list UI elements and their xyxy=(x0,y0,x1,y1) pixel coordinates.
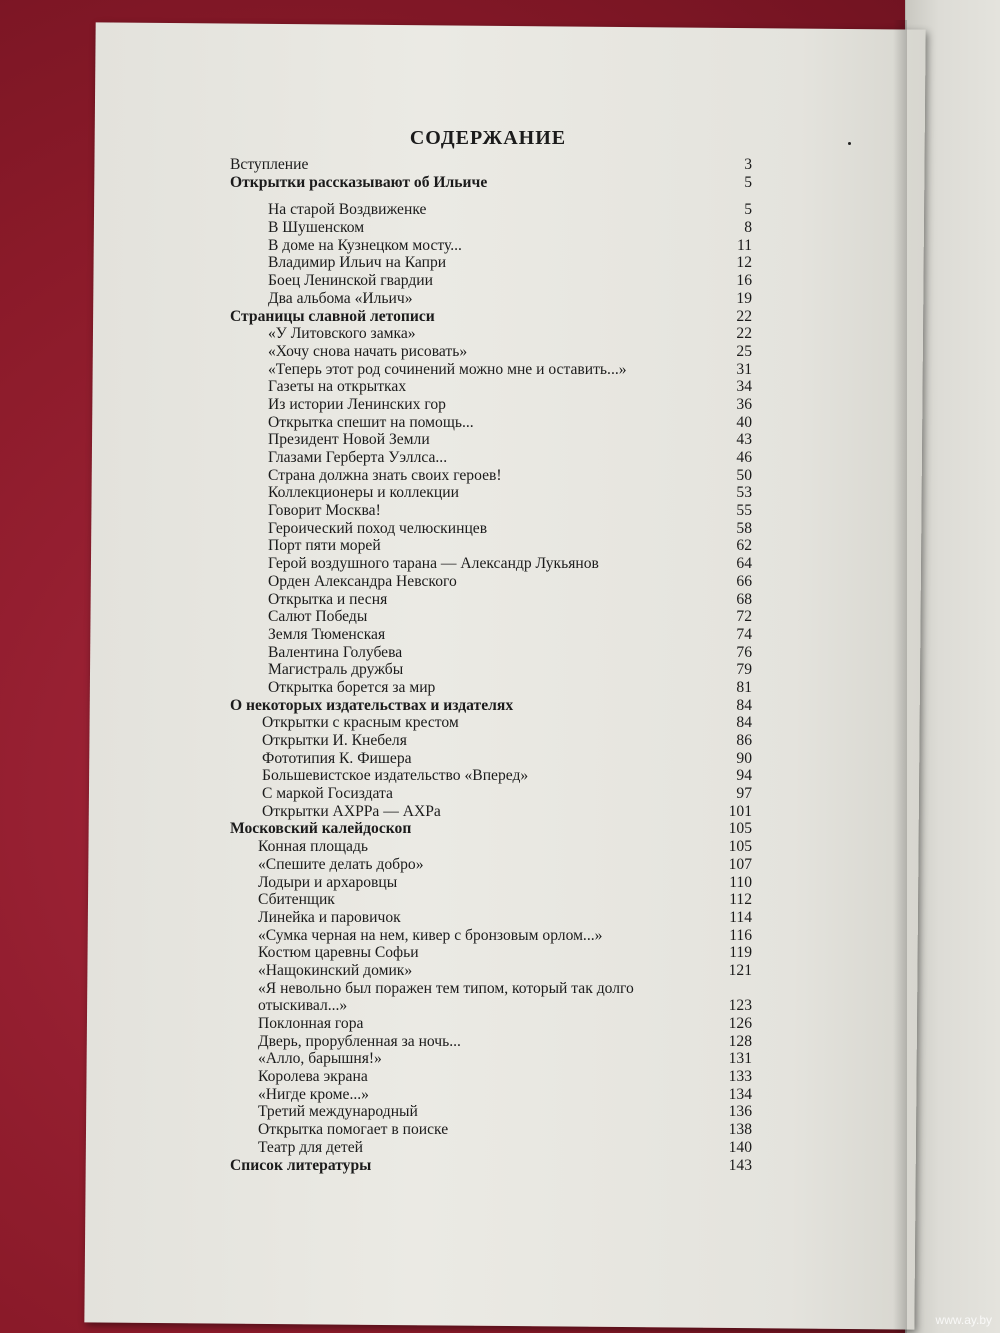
toc-entry-page: 74 xyxy=(736,625,752,643)
toc-entry-page: 12 xyxy=(736,254,752,272)
toc-entry-title: В доме на Кузнецком мосту... xyxy=(268,236,462,254)
toc-entry xyxy=(230,325,758,343)
toc-entry-page: 36 xyxy=(736,395,752,413)
toc-entry xyxy=(230,679,758,697)
toc-entry-page: 64 xyxy=(736,555,752,573)
toc-entry xyxy=(230,467,758,485)
toc-entry-title: Из истории Ленинских гор xyxy=(268,395,446,413)
toc-entry xyxy=(230,767,758,785)
toc-entry-page: 86 xyxy=(736,732,752,749)
toc-entry xyxy=(230,537,758,555)
toc-entry-page: 40 xyxy=(736,413,752,431)
toc-entry-page: 116 xyxy=(729,926,752,944)
toc-entry xyxy=(230,1015,758,1033)
toc-entry-title: «Хочу снова начать рисовать» xyxy=(268,342,468,360)
toc-entry xyxy=(230,785,758,803)
toc-entry-page: 19 xyxy=(736,289,752,307)
toc-entry xyxy=(230,1050,758,1068)
toc-entry-page: 58 xyxy=(736,519,752,537)
toc-entry xyxy=(230,944,758,962)
toc-entry-title: Магистраль дружбы xyxy=(268,661,404,679)
toc-entry-title: «Я невольно был поражен тем типом, который так долго отыскивал...» xyxy=(258,979,634,1015)
toc-entry-page: 34 xyxy=(736,378,752,396)
toc-entry xyxy=(230,661,758,679)
toc-entry-page: 97 xyxy=(736,785,752,803)
toc-entry xyxy=(230,608,758,626)
toc-entry-page: 119 xyxy=(729,944,752,962)
toc-entry-title: Открытки АХРРа — АХРа xyxy=(262,802,441,820)
toc-entry-page: 112 xyxy=(729,891,752,909)
toc-entry-page: 133 xyxy=(728,1068,752,1086)
toc-entry-page: 31 xyxy=(736,360,752,378)
toc-entry-title: С маркой Госиздата xyxy=(262,785,393,803)
toc-entry-title: Конная площадь xyxy=(258,838,369,856)
toc-entry xyxy=(230,1103,758,1121)
toc-entry xyxy=(230,502,758,520)
toc-entry-title: Открытка и песня xyxy=(268,590,388,608)
toc-entry xyxy=(230,838,758,856)
toc-entry xyxy=(230,237,758,255)
table-of-contents xyxy=(230,156,758,1174)
toc-entry-title: Дверь, прорубленная за ночь... xyxy=(258,1032,461,1050)
toc-entry xyxy=(230,1086,758,1104)
toc-entry-page: 128 xyxy=(728,1032,752,1050)
toc-entry-page: 25 xyxy=(736,342,752,360)
toc-entry-page: 105 xyxy=(728,838,752,856)
toc-entry xyxy=(230,644,758,662)
toc-entry-page: 84 xyxy=(736,714,752,732)
toc-entry-title: Фототипия К. Фишера xyxy=(262,749,412,767)
toc-entry-title: Страна должна знать своих героев! xyxy=(268,466,502,484)
toc-entry-title: Земля Тюменская xyxy=(268,625,386,643)
toc-section xyxy=(230,174,758,192)
toc-entry-page: 62 xyxy=(736,537,752,555)
toc-entry-title: Валентина Голубева xyxy=(268,643,403,661)
toc-entry-title: Большевистское издательство «Вперед» xyxy=(262,767,529,785)
toc-entry xyxy=(230,414,758,432)
toc-entry-page: 5 xyxy=(744,173,752,191)
toc-entry-page: 72 xyxy=(736,608,752,626)
toc-entry xyxy=(230,803,758,821)
toc-entry xyxy=(230,484,758,502)
toc-entry xyxy=(230,254,758,272)
toc-entry-page: 121 xyxy=(728,961,752,979)
toc-entry-title: «Сумка черная на нем, кивер с бронзовым орлом...» xyxy=(258,926,603,944)
toc-section xyxy=(230,820,758,838)
toc-entry-title: Владимир Ильич на Капри xyxy=(268,254,447,272)
toc-entry xyxy=(230,1139,758,1157)
toc-entry xyxy=(230,361,758,379)
toc-entry-page: 68 xyxy=(736,590,752,608)
toc-entry xyxy=(230,980,758,1015)
toc-entry-title: Герой воздушного тарана — Александр Лукьянов xyxy=(268,555,599,573)
toc-entry-page: 22 xyxy=(736,307,752,325)
toc-entry-page: 50 xyxy=(736,466,752,484)
toc-entry-page: 140 xyxy=(728,1138,752,1156)
toc-entry-title: Орден Александра Невского xyxy=(268,572,457,590)
toc-entry xyxy=(230,573,758,591)
toc-entry-title: Говорит Москва! xyxy=(268,502,381,520)
toc-entry-page: 114 xyxy=(729,908,752,926)
toc-entry xyxy=(230,1121,758,1139)
toc-entry-page: 81 xyxy=(736,678,752,696)
toc-entry-title: Героический поход челюскинцев xyxy=(268,519,488,537)
toc-section-title: Список литературы xyxy=(230,1156,372,1174)
toc-entry xyxy=(230,520,758,538)
toc-entry xyxy=(230,909,758,927)
toc-entry-page: 46 xyxy=(736,449,752,466)
toc-section-title: О некоторых издательствах и издателях xyxy=(230,696,514,714)
toc-entry-page: 134 xyxy=(728,1085,752,1103)
toc-entry-page: 79 xyxy=(736,661,752,679)
toc-entry xyxy=(230,626,758,644)
toc-entry-title: Сбитенщик xyxy=(258,891,335,909)
site-watermark: www.ay.by xyxy=(935,1313,992,1327)
toc-entry-title: Открытка борется за мир xyxy=(268,678,436,696)
toc-entry-title: Два альбома «Ильич» xyxy=(268,289,413,307)
toc-section xyxy=(230,1157,758,1175)
toc-entry-page: 22 xyxy=(736,325,752,343)
toc-section xyxy=(230,697,758,715)
toc-entry-page: 110 xyxy=(729,873,752,891)
toc-entry-title: «У Литовского замка» xyxy=(268,325,416,343)
toc-entry xyxy=(230,396,758,414)
page-edge-shadow xyxy=(893,20,907,1333)
toc-entry xyxy=(230,378,758,396)
toc-entry xyxy=(230,856,758,874)
toc-entry-title: Коллекционеры и коллекции xyxy=(268,484,459,502)
toc-entry-title: Поклонная гора xyxy=(258,1015,364,1033)
toc-entry xyxy=(230,555,758,573)
toc-entry-title: Салют Победы xyxy=(268,608,368,626)
toc-entry-page: 43 xyxy=(736,431,752,449)
toc-entry xyxy=(230,1068,758,1086)
toc-entry-page: 105 xyxy=(728,820,752,838)
toc-entry xyxy=(230,449,758,467)
toc-entry-page: 5 xyxy=(744,201,752,219)
toc-section-title: Страницы славной летописи xyxy=(230,307,435,325)
toc-entry-title: Открытка помогает в поиске xyxy=(258,1121,449,1139)
toc-entry-page: 66 xyxy=(736,572,752,590)
toc-entry-page: 143 xyxy=(728,1156,752,1174)
toc-entry-title: «Нащокинский домик» xyxy=(258,961,413,979)
toc-entry xyxy=(230,290,758,308)
toc-entry-title: «Спешите делать добро» xyxy=(258,855,424,873)
toc-entry-title: Костюм царевны Софьи xyxy=(258,944,419,962)
toc-section-title: Открытки рассказывают об Ильиче xyxy=(230,173,488,191)
toc-entry-title: Вступление xyxy=(230,156,309,173)
toc-entry-title: В Шушенском xyxy=(268,219,365,237)
toc-entry-title: «Алло, барышня!» xyxy=(258,1050,382,1068)
toc-entry-page: 8 xyxy=(744,219,752,237)
toc-entry xyxy=(230,1033,758,1051)
toc-entry xyxy=(230,156,758,174)
toc-entry-title: Театр для детей xyxy=(258,1138,363,1156)
toc-entry-page: 136 xyxy=(728,1103,752,1121)
toc-entry xyxy=(230,219,758,237)
toc-entry xyxy=(230,750,758,768)
toc-entry xyxy=(230,201,758,219)
toc-entry xyxy=(230,591,758,609)
toc-entry-title: Глазами Герберта Уэллса... xyxy=(268,449,448,466)
toc-entry xyxy=(230,891,758,909)
toc-entry xyxy=(230,272,758,290)
toc-entry-title: Лодыри и архаровцы xyxy=(258,873,398,891)
toc-entry-title: Открытка спешит на помощь... xyxy=(268,413,474,431)
toc-entry-page: 53 xyxy=(736,484,752,502)
page-title: СОДЕРЖАНИЕ xyxy=(409,127,567,150)
toc-entry xyxy=(230,874,758,892)
toc-entry xyxy=(230,343,758,361)
toc-entry-page: 123 xyxy=(728,997,752,1015)
toc-entry-page: 90 xyxy=(736,749,752,767)
toc-entry-title: Боец Ленинской гвардии xyxy=(268,272,433,290)
toc-entry-title: «Теперь этот род сочинений можно мне и оставить...» xyxy=(268,360,627,378)
toc-entry-title: Линейка и паровичок xyxy=(258,908,401,926)
ink-speck xyxy=(848,142,851,145)
toc-entry-page: 16 xyxy=(736,272,752,290)
toc-entry-page: 3 xyxy=(744,156,752,173)
toc-entry-title: Открытки с красным крестом xyxy=(262,714,459,732)
toc-entry xyxy=(230,732,758,750)
toc-entry-page: 55 xyxy=(736,502,752,520)
toc-entry-page: 126 xyxy=(728,1015,752,1033)
toc-entry-title: Открытки И. Кнебеля xyxy=(262,732,407,749)
toc-entry xyxy=(230,431,758,449)
toc-entry-page: 84 xyxy=(736,696,752,714)
toc-entry-title: Порт пяти морей xyxy=(268,537,381,555)
toc-entry-title: Газеты на открытках xyxy=(268,378,407,396)
toc-entry-page: 11 xyxy=(736,236,752,254)
toc-entry-page: 107 xyxy=(728,855,752,873)
toc-entry-title: Президент Новой Земли xyxy=(268,431,430,449)
toc-entry xyxy=(230,714,758,732)
toc-entry-page: 138 xyxy=(728,1121,752,1139)
toc-section xyxy=(230,308,758,326)
toc-entry-title: «Нигде кроме...» xyxy=(258,1085,369,1103)
toc-section-title: Московский калейдоскоп xyxy=(230,820,412,838)
toc-entry xyxy=(230,927,758,945)
toc-entry-page: 101 xyxy=(728,802,752,820)
toc-entry-title: Третий международный xyxy=(258,1103,418,1121)
toc-entry-page: 131 xyxy=(728,1050,752,1068)
toc-entry-title: На старой Воздвиженке xyxy=(268,201,427,219)
toc-entry-page: 76 xyxy=(736,643,752,661)
toc-entry-title: Королева экрана xyxy=(258,1068,368,1086)
toc-entry-page: 94 xyxy=(736,767,752,785)
toc-entry xyxy=(230,962,758,980)
